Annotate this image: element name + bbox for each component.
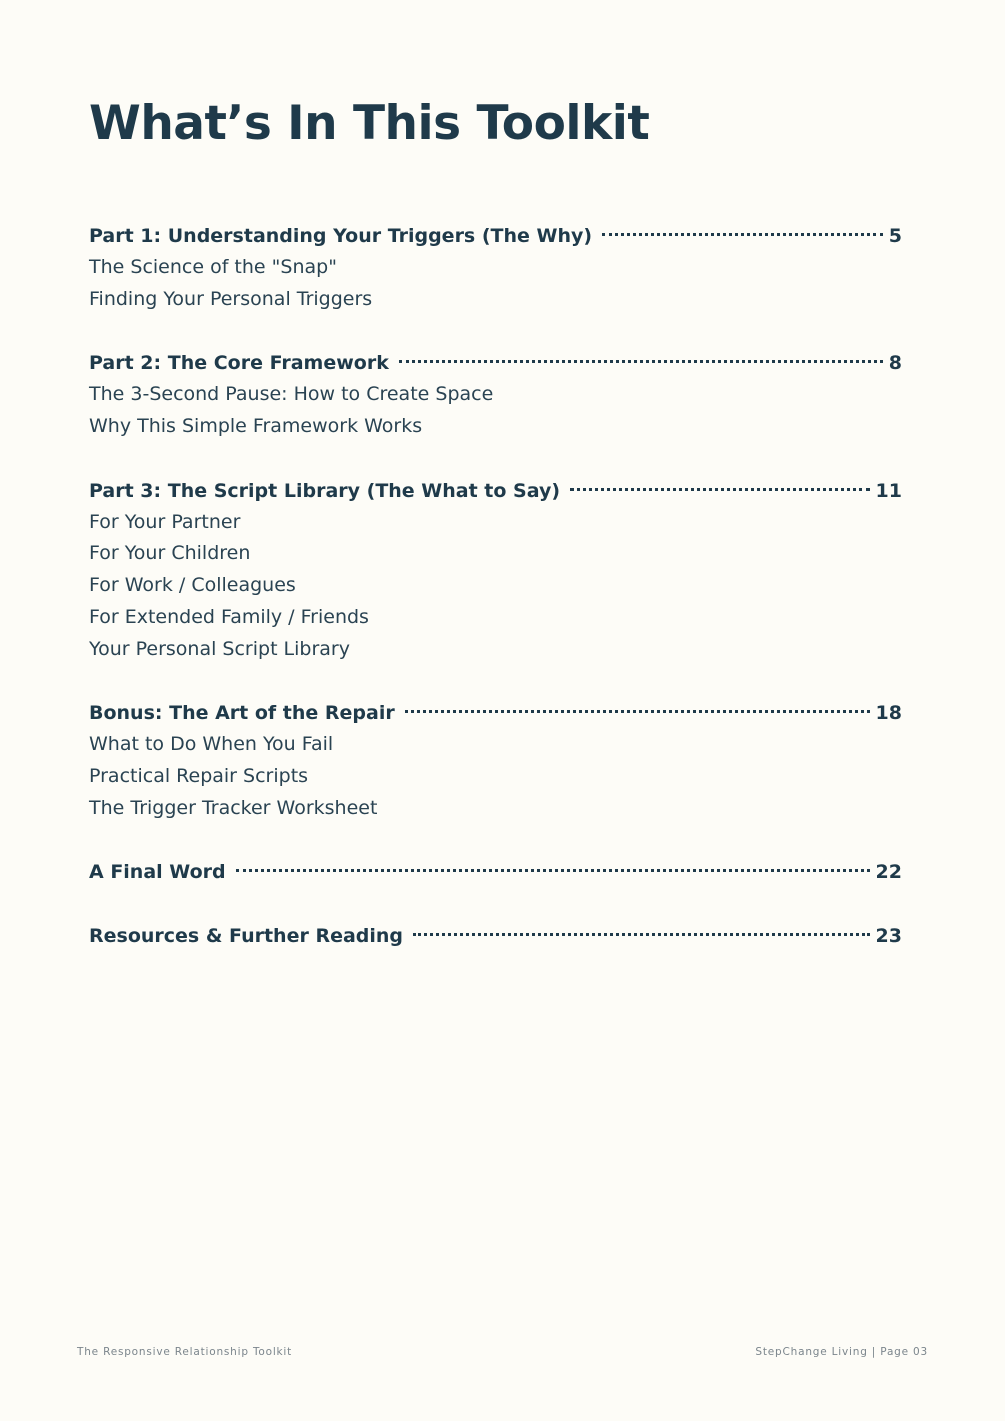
dot-leader xyxy=(236,869,870,872)
table-of-contents xyxy=(89,220,902,984)
toc-subitem: For Work / Colleagues xyxy=(89,574,296,597)
toc-entry[interactable] xyxy=(89,220,902,252)
toc-entry[interactable] xyxy=(89,475,902,507)
toc-entry[interactable] xyxy=(89,920,902,952)
toc-entry[interactable] xyxy=(89,697,902,729)
toc-section-resources xyxy=(89,920,902,952)
toc-subitem: What to Do When You Fail xyxy=(89,733,334,756)
dot-leader xyxy=(602,233,883,236)
toc-entry-title: Part 3: The Script Library (The What to Say) xyxy=(89,479,561,502)
toc-subitem: Your Personal Script Library xyxy=(89,637,350,660)
toc-entry-title: Part 2: The Core Framework xyxy=(89,352,389,375)
toc-subitem: Finding Your Personal Triggers xyxy=(89,287,373,310)
toc-page-number: 5 xyxy=(888,225,902,247)
toc-section-final-word xyxy=(89,856,902,888)
page-title: What’s In This Toolkit xyxy=(89,96,650,151)
dot-leader xyxy=(405,710,870,713)
dot-leader xyxy=(399,360,883,363)
toc-entry[interactable] xyxy=(89,856,902,888)
toc-entry-title: Part 1: Understanding Your Triggers (The Why) xyxy=(89,225,593,247)
footer-document-title: The Responsive Relationship Toolkit xyxy=(77,1346,293,1358)
toc-page-number: 18 xyxy=(875,702,902,725)
toc-page-number: 23 xyxy=(875,925,902,948)
toc-section-part-2 xyxy=(89,347,902,442)
toc-section-bonus xyxy=(89,697,902,824)
dot-leader xyxy=(413,933,870,936)
toc-subitem: The 3-Second Pause: How to Create Space xyxy=(89,383,494,406)
toc-page-number: 8 xyxy=(888,352,902,375)
toc-page-number: 11 xyxy=(875,479,902,502)
toc-page-number: 22 xyxy=(875,861,902,884)
toc-entry-title: A Final Word xyxy=(89,861,226,884)
toc-entry-title: Bonus: The Art of the Repair xyxy=(89,702,395,725)
toc-subitem: The Science of the "Snap" xyxy=(89,256,337,278)
toc-subitem: The Trigger Tracker Worksheet xyxy=(89,796,378,819)
toc-subitem: For Your Children xyxy=(89,542,251,565)
toc-subitem: For Your Partner xyxy=(89,510,241,533)
footer-page-label: StepChange Living | Page 03 xyxy=(755,1346,928,1358)
toc-subitem: Practical Repair Scripts xyxy=(89,764,309,787)
toc-entry-title: Resources & Further Reading xyxy=(89,925,404,948)
toc-entry[interactable] xyxy=(89,347,902,379)
toc-section-part-3 xyxy=(89,475,902,665)
toc-subitem: For Extended Family / Friends xyxy=(89,605,369,628)
dot-leader xyxy=(570,488,869,491)
toc-subitem: Why This Simple Framework Works xyxy=(89,415,423,438)
toc-section-part-1 xyxy=(89,220,902,315)
